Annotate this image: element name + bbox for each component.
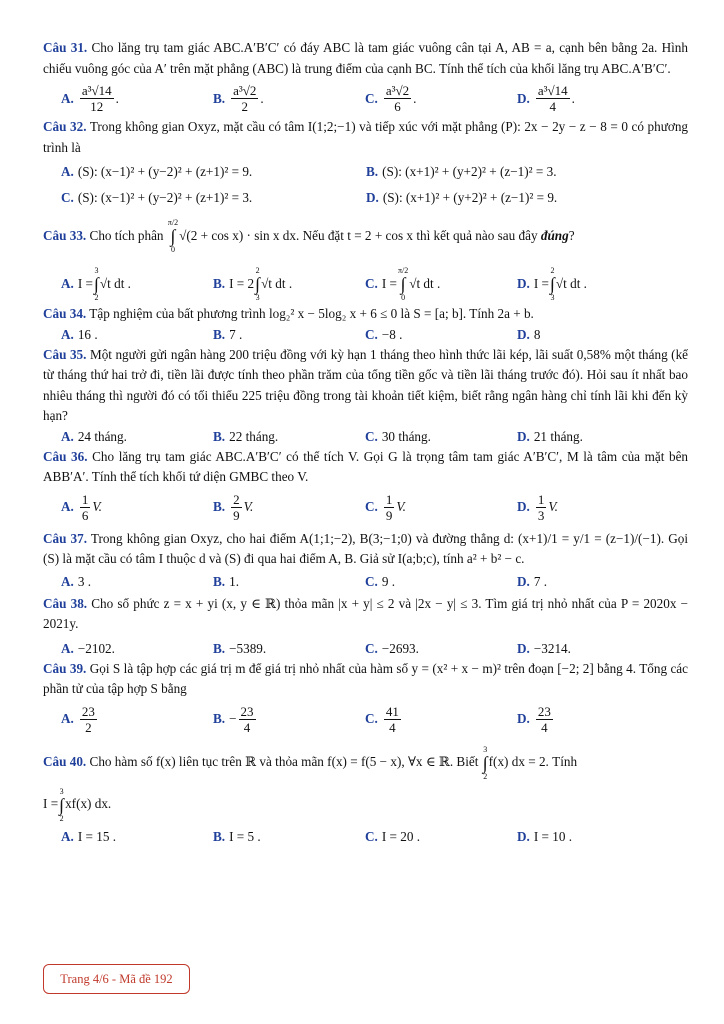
integral-sign: π/2 ∫ 0 bbox=[167, 218, 179, 254]
question-label: Câu 35. bbox=[43, 346, 87, 362]
exam-page bbox=[43, 38, 688, 847]
question-text: Cho lăng trụ tam giác ABC.A′B′C′ có thể tích V. Gọi G là trọng tâm tam giác A′B′C′, M là tâm của mặt bên ABB′A′. Tính thể tích khối tứ diện GMBC theo V. bbox=[43, 448, 689, 484]
answer-option[interactable]: B. I = 2 2 ∫ 3 √t dt . bbox=[213, 266, 293, 302]
question-label: Câu 36. bbox=[43, 448, 88, 464]
question-38 bbox=[43, 594, 688, 635]
question-label: Câu 33. bbox=[43, 227, 87, 243]
question-text: Tập nghiệm của bất phương trình log₂² x − 5log₂ x + 6 ≤ 0 là S = [a; b]. Tính 2a + b. bbox=[89, 306, 534, 321]
integral-sign: 3 ∫ 2 bbox=[482, 744, 488, 781]
answer-row bbox=[43, 639, 688, 659]
answer-option[interactable]: B. 1. bbox=[213, 573, 239, 589]
integral-sign: 3 ∫ 2 bbox=[59, 786, 65, 823]
answer-option[interactable]: D. $\frac{23}{4}$ bbox=[517, 703, 551, 735]
answer-option[interactable]: A. (S): (x−1)² + (y−2)² + (z+1)² = 9. bbox=[61, 164, 253, 179]
answer-option[interactable]: B. − $\frac{23}{4}$ bbox=[213, 703, 254, 735]
question-label: Câu 40. bbox=[43, 754, 87, 770]
answer-row bbox=[43, 492, 688, 523]
answer-option[interactable]: A. $\frac{\text{a³√14}}{12}$ . bbox=[61, 83, 119, 114]
answer-option[interactable]: D. (S): (x+1)² + (y+2)² + (z−1)² = 9. bbox=[366, 190, 558, 205]
question-40-line2: I = 3 ∫ 2 xf(x) dx. bbox=[43, 786, 112, 823]
answer-option[interactable]: B. 22 tháng. bbox=[213, 428, 279, 444]
page-footer: Trang 4/6 - Mã đề 192 bbox=[43, 964, 190, 994]
answer-option[interactable]: D. 21 tháng. bbox=[517, 428, 583, 444]
question-39 bbox=[43, 659, 688, 700]
question-text: Cho lăng trụ tam giác ABC.A′B′C′ có đáy ABC là tam giác vuông cân tại A, AB = a, cạnh bên bằng 2a. Hình chiếu vuông góc của A′ trên mặt phẳng (ABC) là trung điểm của cạnh BC. Tính thể tích của khối lăng trụ ABC.A′B′C′. bbox=[43, 40, 688, 76]
question-34 bbox=[43, 304, 688, 325]
answer-option[interactable]: A. −2102. bbox=[61, 640, 115, 656]
question-33: Câu 33. Cho tích phân π/2 ∫ 0 √(2 + cos x) · sin x dx. Nếu đặt t = 2 + cos x thì kết quả nào sau đây đúng ? bbox=[43, 218, 575, 254]
answer-row bbox=[43, 266, 688, 302]
answer-row bbox=[43, 325, 688, 345]
answer-option[interactable]: A. $\frac{1}{6}$ V. bbox=[61, 491, 102, 523]
answer-option[interactable]: B. I = 5 . bbox=[213, 828, 261, 844]
answer-option[interactable]: A. 3 . bbox=[61, 573, 92, 589]
answer-row bbox=[43, 83, 688, 114]
answer-option[interactable]: D. 7 . bbox=[517, 573, 548, 589]
answer-option[interactable]: C. $\frac{41}{4}$ bbox=[365, 703, 399, 735]
answer-option[interactable]: B. $\frac{\text{a³√2}}{2}$ . bbox=[213, 83, 264, 114]
answer-option[interactable]: A. 24 tháng. bbox=[61, 428, 127, 444]
answer-option[interactable]: C. I = 20 . bbox=[365, 828, 421, 844]
answer-row bbox=[43, 162, 688, 182]
question-text: Gọi S là tập hợp các giá trị m để giá trị nhỏ nhất của hàm số y = (x² + x − m)² trên đoạn [−2; 2] bằng 4. Tổng các phần tử của tập hợp S bằng bbox=[43, 660, 689, 696]
question-35 bbox=[43, 345, 688, 427]
answer-option[interactable]: D. −3214. bbox=[517, 640, 571, 656]
question-label: Câu 39. bbox=[43, 660, 87, 676]
question-37 bbox=[43, 529, 688, 570]
question-31 bbox=[43, 38, 688, 79]
answer-option[interactable]: A. $\frac{23}{2}$ bbox=[61, 703, 95, 735]
answer-option[interactable]: C. 30 tháng. bbox=[365, 428, 431, 444]
question-label: Câu 37. bbox=[43, 530, 88, 546]
answer-row bbox=[43, 427, 688, 447]
answer-option[interactable]: C. I = π/2 ∫ 0 √t dt . bbox=[365, 266, 441, 302]
answer-option[interactable]: C. $\frac{1}{9}$ V. bbox=[365, 491, 406, 523]
answer-option[interactable]: B. −5389. bbox=[213, 640, 267, 656]
answer-row bbox=[43, 704, 688, 735]
question-text: Cho số phức z = x + yi (x, y ∈ ℝ) thỏa mãn |x + y| ≤ 2 và |2x − y| ≤ 3. Tìm giá trị nhỏ nhất của P = 2020x − 2021y. bbox=[43, 595, 689, 631]
answer-option[interactable]: C. $\frac{\text{a³√2}}{6}$ . bbox=[365, 83, 417, 114]
answer-option[interactable]: A. 16 . bbox=[61, 326, 98, 342]
answer-row bbox=[43, 572, 688, 592]
answer-option[interactable]: B. $\frac{2}{9}$ V. bbox=[213, 491, 254, 523]
question-label: Câu 34. bbox=[43, 306, 87, 321]
question-40: Câu 40. Cho hàm số f(x) liên tục trên ℝ và thỏa mãn f(x) = f(5 − x), ∀x ∈ ℝ. Biết 3 ∫ 2 f(x) dx = 2. Tính bbox=[43, 744, 578, 781]
answer-option[interactable]: D. $\frac{1}{3}$ V. bbox=[517, 491, 558, 523]
question-label: Câu 32. bbox=[43, 119, 87, 134]
question-label: Câu 38. bbox=[43, 595, 88, 611]
answer-option[interactable]: B. (S): (x+1)² + (y+2)² + (z−1)² = 3. bbox=[366, 164, 557, 179]
answer-option[interactable]: D. I = 2 ∫ 3 √t dt . bbox=[517, 266, 587, 302]
answer-option[interactable]: D. I = 10 . bbox=[517, 828, 573, 844]
answer-row bbox=[43, 827, 688, 847]
question-32 bbox=[43, 117, 688, 158]
answer-row bbox=[43, 188, 688, 208]
question-36 bbox=[43, 447, 688, 488]
answer-option[interactable]: A. I = 3 ∫ 2 √t dt . bbox=[61, 266, 131, 302]
answer-option[interactable]: C. 9 . bbox=[365, 573, 396, 589]
answer-option[interactable]: C. (S): (x−1)² + (y−2)² + (z+1)² = 3. bbox=[61, 190, 253, 205]
answer-option[interactable]: D. $\frac{\text{a³√14}}{4}$ . bbox=[517, 83, 575, 114]
answer-option[interactable]: C. −2693. bbox=[365, 640, 419, 656]
question-label: Câu 31. bbox=[43, 40, 88, 55]
answer-option[interactable]: C. −8 . bbox=[365, 326, 403, 342]
question-text: Một người gửi ngân hàng 200 triệu đồng với kỳ hạn 1 tháng theo hình thức lãi kép, lãi suất 0,58% một tháng (kể từ tháng thứ hai trở đi, tiền lãi được tính theo phần trăm của tổng tiền gốc và tiền lãi tháng trước đó). Hỏi sau ít nhất bao nhiêu tháng thì người đó có tối thiểu 225 triệu đồng trong tài khoản tiết kiệm, biết rằng ngân hàng chỉ tính lãi khi đến kỳ hạn? bbox=[43, 346, 689, 423]
answer-option[interactable]: B. 7 . bbox=[213, 326, 243, 342]
answer-option[interactable]: D. 8 bbox=[517, 326, 541, 342]
question-text: Trong không gian Oxyz, mặt cầu có tâm I(1;2;−1) và tiếp xúc với mặt phẳng (P): 2x − 2y − z − 8 = 0 có phương trình là bbox=[43, 119, 689, 155]
question-text: Trong không gian Oxyz, cho hai điểm A(1;1;−2), B(3;−1;0) và đường thẳng d: (x+1)/1 = y/1 = (z−1)/(−1). Gọi (S) là mặt cầu có tâm I thuộc d và (S) đi qua hai điểm A, B. Giả sử I(a;b;c), tính a² + b² − c. bbox=[43, 530, 689, 566]
answer-option[interactable]: A. I = 15 . bbox=[61, 828, 117, 844]
